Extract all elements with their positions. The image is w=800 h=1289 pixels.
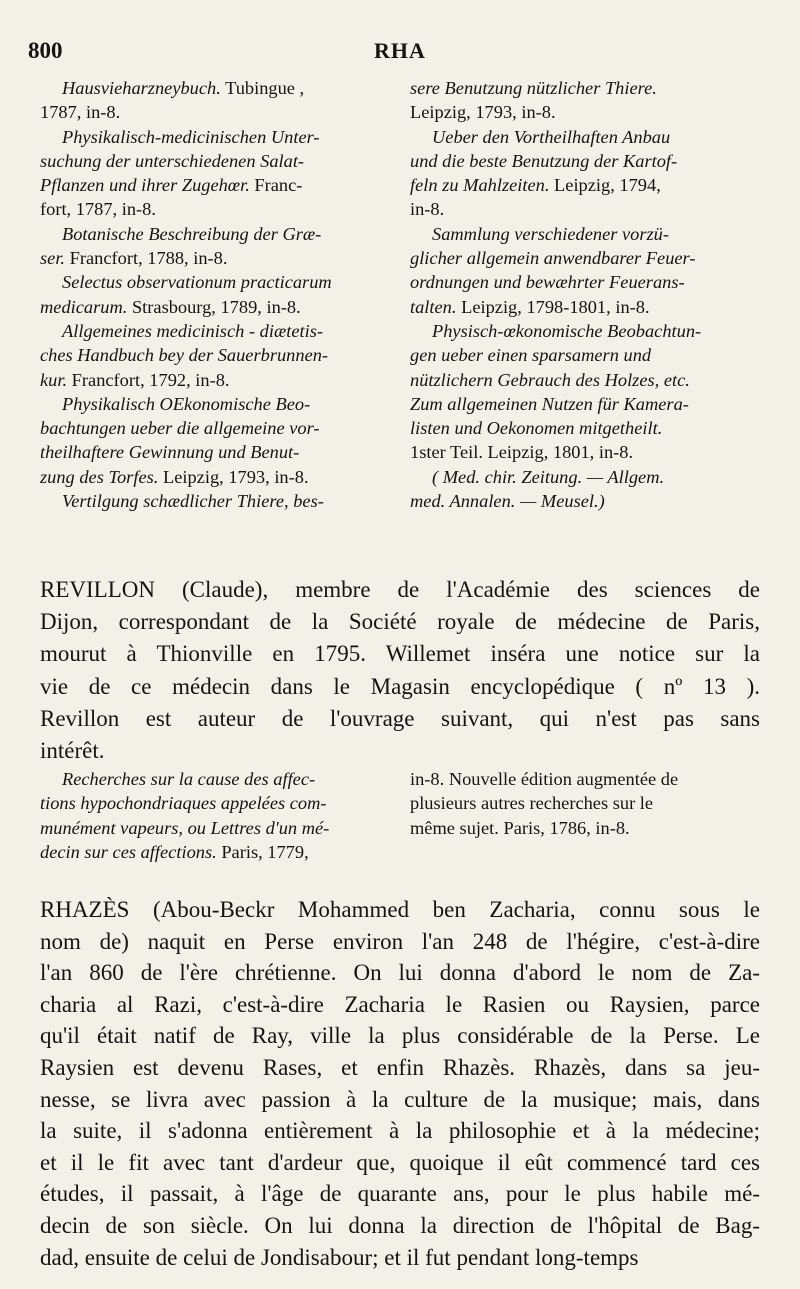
- paragraph-line: RHAZÈS (Abou-Beckr Mohammed ben Zacharia, connu sous le: [40, 897, 760, 922]
- paragraph-line: nom de) naquit en Perse environ l'an 248 de l'hégire, c'est-à-dire: [40, 928, 760, 954]
- bibliography-line: talten. Leipzig, 1798-1801, in-8.: [410, 296, 650, 317]
- bibliography-line: Physisch-œkonomische Beobachtun-: [432, 320, 702, 341]
- bibliography-line: Selectus observationum practicarum: [62, 272, 332, 293]
- bibliography-column-right: [410, 76, 775, 513]
- bibliography-line: Pflanzen und ihrer Zugehœr. Franc-: [40, 175, 303, 196]
- bibliography-line: Ueber den Vortheilhaften Anbau: [432, 126, 671, 147]
- paragraph-line: Dijon, correspondant de la Société royale de médecine de Paris,: [40, 609, 760, 635]
- bibliography-line: fort, 1787, in-8.: [40, 199, 156, 220]
- paragraph-line: Revillon est auteur de l'ouvrage suivant, qui n'est pas sans: [40, 705, 760, 731]
- bibliography-line: Botanische Beschreibung der Græ-: [62, 223, 322, 244]
- bibliography-line: gen ueber einen sparsamern und: [410, 345, 652, 366]
- running-title: RHA: [374, 38, 426, 63]
- bibliography-line: Physikalisch OEkonomische Beo-: [62, 393, 311, 414]
- paragraph-line: qu'il était natif de Ray, ville la plus considérable de la Perse. Le: [40, 1023, 760, 1049]
- revillon-entry: [40, 574, 760, 767]
- bibliography-line: listen und Oekonomen mitgetheilt.: [410, 418, 663, 439]
- paragraph-line: REVILLON (Claude), membre de l'Académie des sciences de: [40, 577, 760, 602]
- bibliography-line: kur. Francfort, 1792, in-8.: [40, 369, 230, 390]
- bibliography-line: ( Med. chir. Zeitung. — Allgem.: [432, 466, 665, 487]
- paragraph-line: intérêt.: [40, 737, 105, 763]
- paragraph-line: nesse, se livra avec passion à la culture de la musique; mais, dans: [40, 1086, 760, 1112]
- revillon-bibliography: [40, 767, 775, 864]
- bibliography-line: plusieurs autres recherches sur le: [410, 793, 654, 814]
- bibliography-line: Vertilgung schædlicher Thiere, bes-: [62, 491, 324, 512]
- bibliography-line: und die beste Benutzung der Kartof-: [410, 150, 678, 171]
- bibliography-line: Leipzig, 1793, in-8.: [410, 102, 556, 123]
- bibliography-line: Physikalisch-medicinischen Unter-: [62, 126, 320, 147]
- bibliography-line: med. Annalen. — Meusel.): [410, 491, 605, 512]
- bibliography-line: même sujet. Paris, 1786, in-8.: [410, 817, 630, 838]
- bibliography-line: decin sur ces affections. Paris, 1779,: [40, 841, 309, 862]
- bibliography-line: zung des Torfes. Leipzig, 1793, in-8.: [40, 466, 309, 487]
- paragraph-line: charia al Razi, c'est-à-dire Zacharia le Rasien ou Raysien, parce: [40, 991, 760, 1017]
- bibliography-line: ordnungen und bewæhrter Feuerans-: [410, 272, 685, 293]
- bibliography-line: feln zu Mahlzeiten. Leipzig, 1794,: [410, 175, 661, 196]
- bibliography-line: glicher allgemein anwendbarer Feuer-: [410, 248, 696, 269]
- bibliography-line: ser. Francfort, 1788, in-8.: [40, 248, 228, 269]
- bibliography-line: medicarum. Strasbourg, 1789, in-8.: [40, 296, 301, 317]
- bibliography-line: nützlichern Gebrauch des Holzes, etc.: [410, 369, 690, 390]
- paragraph-line: Raysien est devenu Rases, et enfin Rhazès. Rhazès, dans sa jeu-: [40, 1054, 760, 1080]
- revillon-column-left: [40, 767, 405, 864]
- rhazes-entry: [40, 894, 760, 1273]
- bibliography-line: suchung der unterschiedenen Salat-: [40, 150, 305, 171]
- bibliography-line: bachtungen ueber die allgemeine vor-: [40, 418, 320, 439]
- bibliography-line: 1ster Teil. Leipzig, 1801, in-8.: [410, 442, 634, 463]
- page-number: 800: [28, 38, 63, 63]
- bibliography-line: Recherches sur la cause des affec-: [62, 769, 316, 789]
- bibliography-line: 1787, in-8.: [40, 102, 121, 123]
- paragraph-line: études, il passait, à l'âge de quarante ans, pour le plus habile mé-: [40, 1181, 760, 1207]
- bibliography-line: Hausvieharzneybuch. Tubingue ,: [62, 78, 305, 98]
- bibliography-line: tions hypochondriaques appelées com-: [40, 793, 327, 814]
- bibliography-line: ches Handbuch bey der Sauerbrunnen-: [40, 345, 329, 366]
- paragraph-line: et il le fit avec tant d'ardeur que, quoique il eût commencé tard ces: [40, 1149, 760, 1175]
- bibliography-line: theilhaftere Gewinnung und Benut-: [40, 442, 300, 463]
- paragraph-line: dad, ensuite de celui de Jondisabour; et il fut pendant long-temps: [40, 1244, 639, 1270]
- paragraph-line: la suite, il s'adonna entièrement à la philosophie et à la médecine;: [40, 1118, 760, 1144]
- bibliography-columns: [40, 76, 775, 513]
- revillon-column-right: [410, 767, 775, 864]
- bibliography-line: Sammlung verschiedener vorzü-: [432, 223, 669, 244]
- bibliography-line: in-8.: [410, 199, 445, 220]
- bibliography-line: Allgemeines medicinisch - diætetis-: [62, 320, 323, 341]
- paragraph-line: vie de ce médecin dans le Magasin encyclopédique ( nº 13 ).: [40, 673, 760, 699]
- bibliography-line: Zum allgemeinen Nutzen für Kamera-: [410, 393, 689, 414]
- bibliography-line: in-8. Nouvelle édition augmentée de: [410, 769, 679, 789]
- paragraph-line: mourut à Thionville en 1795. Willemet inséra une notice sur la: [40, 641, 760, 667]
- page-header: [28, 38, 772, 68]
- paragraph-line: l'an 860 de l'ère chrétienne. On lui donna d'abord le nom de Za-: [40, 960, 760, 986]
- paragraph-line: decin de son siècle. On lui donna la direction de l'hôpital de Bag-: [40, 1212, 760, 1238]
- bibliography-line: munément vapeurs, ou Lettres d'un mé-: [40, 817, 330, 838]
- bibliography-line: sere Benutzung nützlicher Thiere.: [410, 78, 657, 98]
- bibliography-column-left: [40, 76, 405, 513]
